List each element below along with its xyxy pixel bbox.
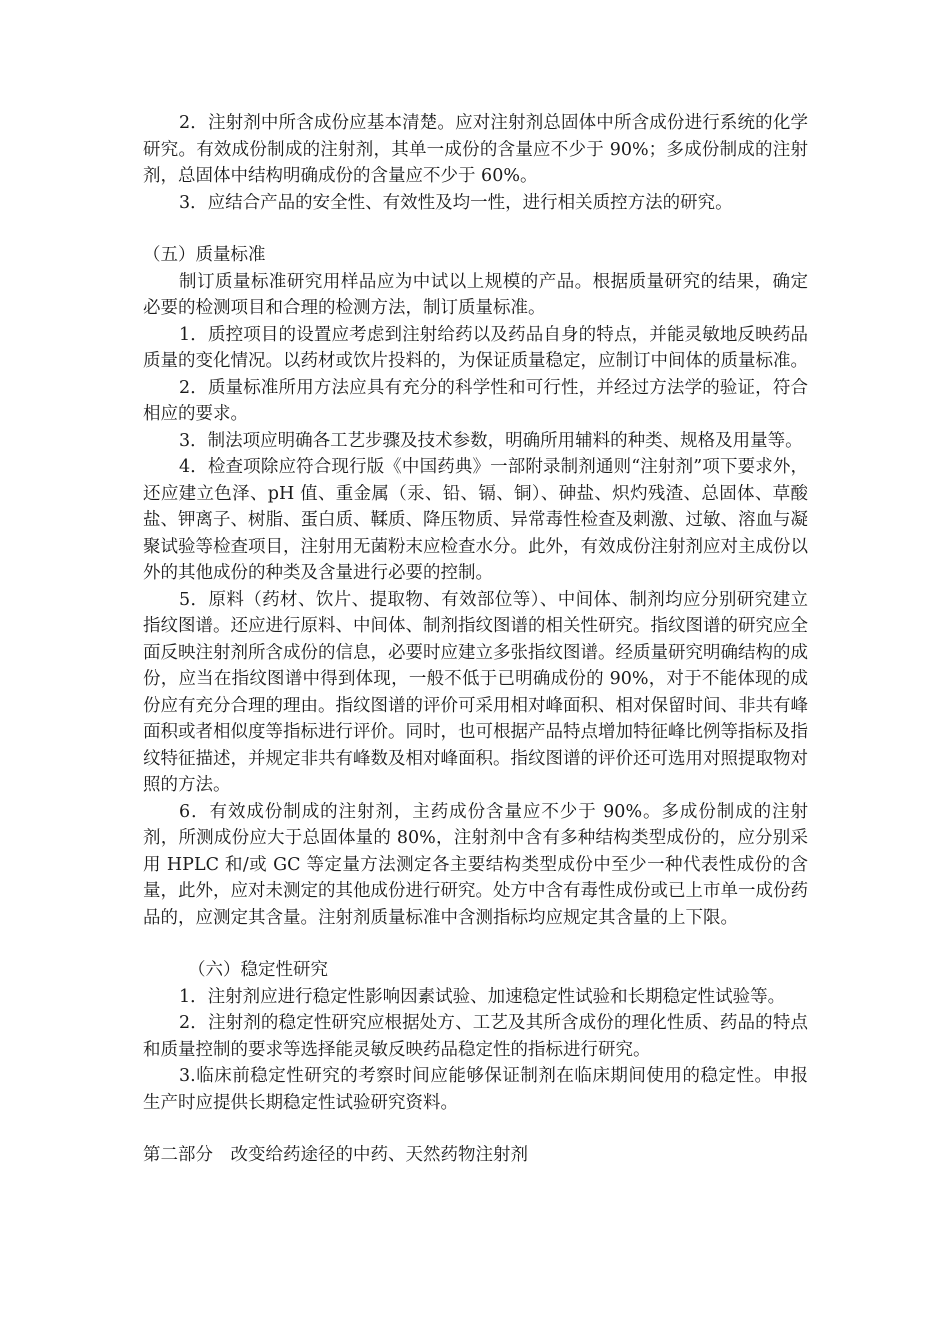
paragraph-stability-indicators: 2．注射剂的稳定性研究应根据处方、工艺及其所含成份的理化性质、药品的特点和质量控制的要求等选择能灵敏反映药品稳定性的指标进行研究。 <box>143 1013 808 1060</box>
paragraph-process-parameters: 3．制法项应明确各工艺步骤及技术参数，明确所用辅料的种类、规格及用量等。 <box>179 430 803 451</box>
paragraph-stability-tests: 1．注射剂应进行稳定性影响因素试验、加速稳定性试验和长期稳定性试验等。 <box>179 986 786 1007</box>
paragraph-control-items: 1．质控项目的设置应考虑到注射给药以及药品自身的特点，并能灵敏地反映药品质量的变化情况。以药材或饮片投料的，为保证质量稳定，应制订中间体的质量标准。 <box>143 324 808 371</box>
paragraph-method-validation: 2．质量标准所用方法应具有充分的科学性和可行性，并经过方法学的验证，符合相应的要求。 <box>143 377 808 424</box>
paragraph-ingredient-clarity: 2．注射剂中所含成份应基本清楚。应对注射剂总固体中所含成份进行系统的化学研究。有效成份制成的注射剂，其单一成份的含量应不少于 90%；多成份制成的注射剂，总固体中结构明确成份的含量应不少于 60%。 <box>143 113 808 186</box>
paragraph-preclinical-stability: 3.临床前稳定性研究的考察时间应能够保证制剂在临床期间使用的稳定性。申报生产时应提供长期稳定性试验研究资料。 <box>143 1066 808 1113</box>
document-body <box>143 110 808 1169</box>
paragraph-standard-samples: 制订质量标准研究用样品应为中试以上规模的产品。根据质量研究的结果，确定必要的检测项目和合理的检测方法，制订质量标准。 <box>143 271 808 318</box>
part-two-title: 第二部分 改变给药途径的中药、天然药物注射剂 <box>143 1145 528 1165</box>
paragraph-fingerprint: 5．原料（药材、饮片、提取物、有效部位等）、中间体、制剂均应分别研究建立指纹图谱。还应进行原料、中间体、制剂指纹图谱的相关性研究。指纹图谱的研究应全面反映注射剂所含成份的信息，必要时应建立多张指纹图谱。经质量研究明确结构的成份，应当在指纹图谱中得到体现，一般不低于已明确成份的 90%，对于不能体现的成份应有充分合理的理由。指纹图谱的评价可采用相对峰面积、相对保留时间、非共有峰面积或者相似度等指标进行评价。同时，也可根据产品特点增加特征峰比例等指标及指纹特征描述，并规定非共有峰数及相对峰面积。指纹图谱的评价还可选用对照提取物对照的方法。 <box>143 589 808 795</box>
paragraph-content-assay: 6．有效成份制成的注射剂，主药成份含量应不少于 90%。多成份制成的注射剂，所测成份应大于总固体量的 80%，注射剂中含有多种结构类型成份的，应分别采用 HPLC 和/或 GC 等定量方法测定各主要结构类型成份中至少一种代表性成份的含量，此外，应对未测定的其他成份进行研究。处方中含有毒性成份或已上市单一成份药品的，应测定其含量。注射剂质量标准中含测指标均应规定其含量的上下限。 <box>143 801 808 928</box>
section-heading-stability-study: （六）稳定性研究 <box>188 960 328 980</box>
section-heading-quality-standard: （五）质量标准 <box>143 245 266 265</box>
paragraph-inspection-items: 4．检查项除应符合现行版《中国药典》一部附录制剂通则“注射剂”项下要求外，还应建立色泽、pH 值、重金属（汞、铅、镉、铜）、砷盐、炽灼残渣、总固体、草酸盐、钾离子、树脂、蛋白质、鞣质、降压物质、异常毒性检查及刺激、过敏、溶血与凝聚试验等检查项目，注射用无菌粉末应检查水分。此外，有效成份注射剂应对主成份以外的其他成份的种类及含量进行必要的控制。 <box>143 457 808 583</box>
paragraph-quality-control-methods: 3．应结合产品的安全性、有效性及均一性，进行相关质控方法的研究。 <box>179 192 733 213</box>
